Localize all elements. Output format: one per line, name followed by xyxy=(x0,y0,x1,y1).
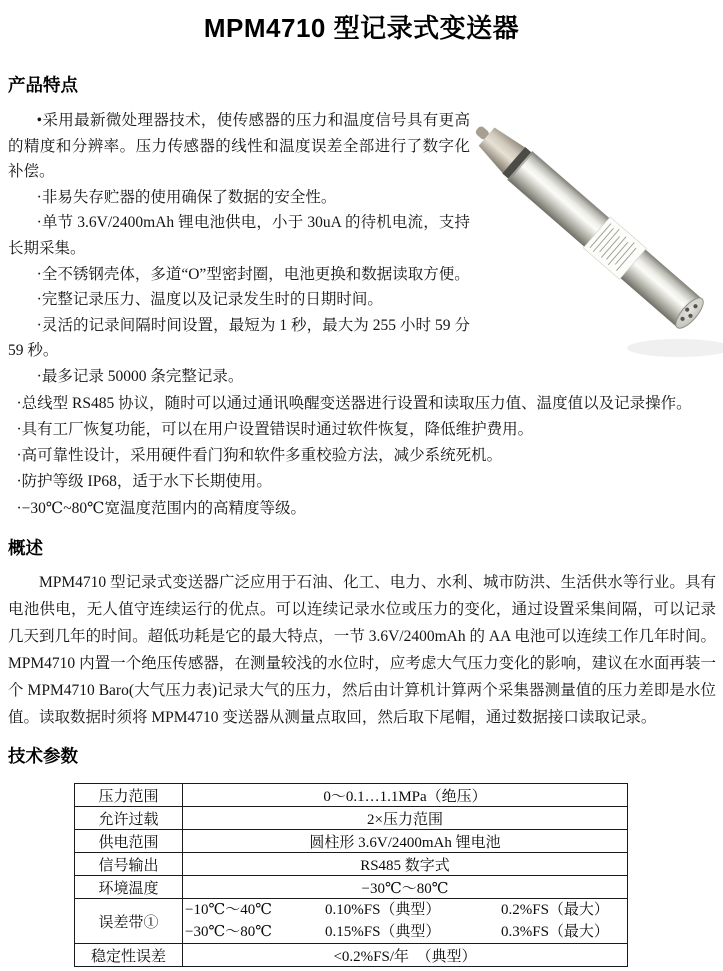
spec-row-error-band xyxy=(75,899,628,944)
error-band-line xyxy=(185,899,625,921)
spec-label: 稳定性误差 xyxy=(75,944,183,967)
feature-item: ·单节 3.6V/2400mAh 锂电池供电，小于 30uA 的待机电流，支持长期采集。 xyxy=(8,214,470,257)
spec-value xyxy=(183,899,628,944)
feature-item: •采用最新微处理器技术，使传感器的压力和温度信号具有更高的精度和分辨率。压力传感器的线性和温度误差全部进行了数字化补偿。 xyxy=(8,112,470,181)
spec-value: RS485 数字式 xyxy=(183,853,628,876)
error-band-max: 0.2%FS（最大） xyxy=(501,902,609,919)
section-heading-features: 产品特点 xyxy=(8,75,78,95)
spec-row xyxy=(75,876,628,899)
error-band-typical: 0.15%FS（典型） xyxy=(325,924,441,941)
feature-item: ·非易失存贮器的使用确保了数据的安全性。 xyxy=(36,188,337,206)
transmitter-probe-illustration xyxy=(441,100,723,402)
error-band-range: −10℃～40℃ xyxy=(185,902,273,919)
spec-value: 圆柱形 3.6V/2400mAh 锂电池 xyxy=(183,830,628,853)
spec-label: 环境温度 xyxy=(75,876,183,899)
spec-label: 误差带① xyxy=(75,899,183,944)
page-title: MPM4710 型记录式变送器 xyxy=(203,13,520,43)
spec-value: −30℃～80℃ xyxy=(183,876,628,899)
error-band-typical: 0.10%FS（典型） xyxy=(325,902,441,919)
spec-row xyxy=(75,784,628,807)
feature-item: ·高可靠性设计，采用硬件看门狗和软件多重校验方法，减少系统死机。 xyxy=(16,447,503,465)
error-band-line xyxy=(185,921,625,943)
spec-value: <0.2%FS/年 （典型） xyxy=(183,944,628,967)
product-photo xyxy=(441,100,723,402)
feature-item: ·最多记录 50000 条完整记录。 xyxy=(36,367,244,385)
spec-value: 0～0.1…1.1MPa（绝压） xyxy=(183,784,628,807)
overview-paragraph: MPM4710 型记录式变送器广泛应用于石油、化工、电力、水利、城市防洪、生活供水等行业。具有电池供电，无人值守连续运行的优点。可以连续记录水位或压力的变化，通过设置采集间隔，可以记录几天到几年的时间。超低功耗是它的最大特点，一节 3.6V/2400mAh 的 AA 电池可以连续工作几年时间。MPM4710 内置一个绝压传感器，在测量较浅的水位时，应考虑大气压力变化的影响，建议在水面再装一个 MPM4710 Baro(大气压力表)记录大气的压力，然后由计算机计算两个采集器测量值的压力差即是水位值。读取数据时须将 MPM4710 变送器从测量点取回，然后取下尾帽，通过数据接口读取记录。 xyxy=(8,574,716,727)
section-heading-overview: 概述 xyxy=(8,538,43,559)
spec-label: 供电范围 xyxy=(75,830,183,853)
feature-item: ·完整记录压力、温度以及记录发生时的日期时间。 xyxy=(36,291,383,309)
spec-label: 允许过载 xyxy=(75,807,183,830)
spec-row xyxy=(75,830,628,853)
features-list-wide xyxy=(8,391,717,522)
spec-row xyxy=(75,807,628,830)
probe-shadow xyxy=(627,339,723,357)
feature-item: ·总线型 RS485 协议，随时可以通过通讯唤醒变送器进行设置和读取压力值、温度值以及记录操作。 xyxy=(16,394,692,412)
error-band-max: 0.3%FS（最大） xyxy=(501,924,609,941)
spec-row xyxy=(75,853,628,876)
section-heading-specs: 技术参数 xyxy=(8,746,78,767)
feature-item: ·防护等级 IP68，适于水下长期使用。 xyxy=(16,473,272,491)
spec-label: 压力范围 xyxy=(75,784,183,807)
feature-item: ·−30℃~80℃宽温度范围内的高精度等级。 xyxy=(16,499,306,517)
spec-label: 信号输出 xyxy=(75,853,183,876)
features-list-narrow xyxy=(8,108,470,390)
spec-value: 2×压力范围 xyxy=(183,807,628,830)
feature-item: ·具有工厂恢复功能，可以在用户设置错误时通过软件恢复，降低维护费用。 xyxy=(16,420,534,438)
spec-row xyxy=(75,944,628,967)
feature-item: ·全不锈钢壳体，多道“O”型密封圈，电池更换和数据读取方便。 xyxy=(36,265,470,283)
error-band-range: −30℃～80℃ xyxy=(185,924,273,941)
specs-table xyxy=(74,783,628,967)
feature-item: ·灵活的记录间隔时间设置，最短为 1 秒，最大为 255 小时 59 分 59 秒。 xyxy=(8,316,470,360)
